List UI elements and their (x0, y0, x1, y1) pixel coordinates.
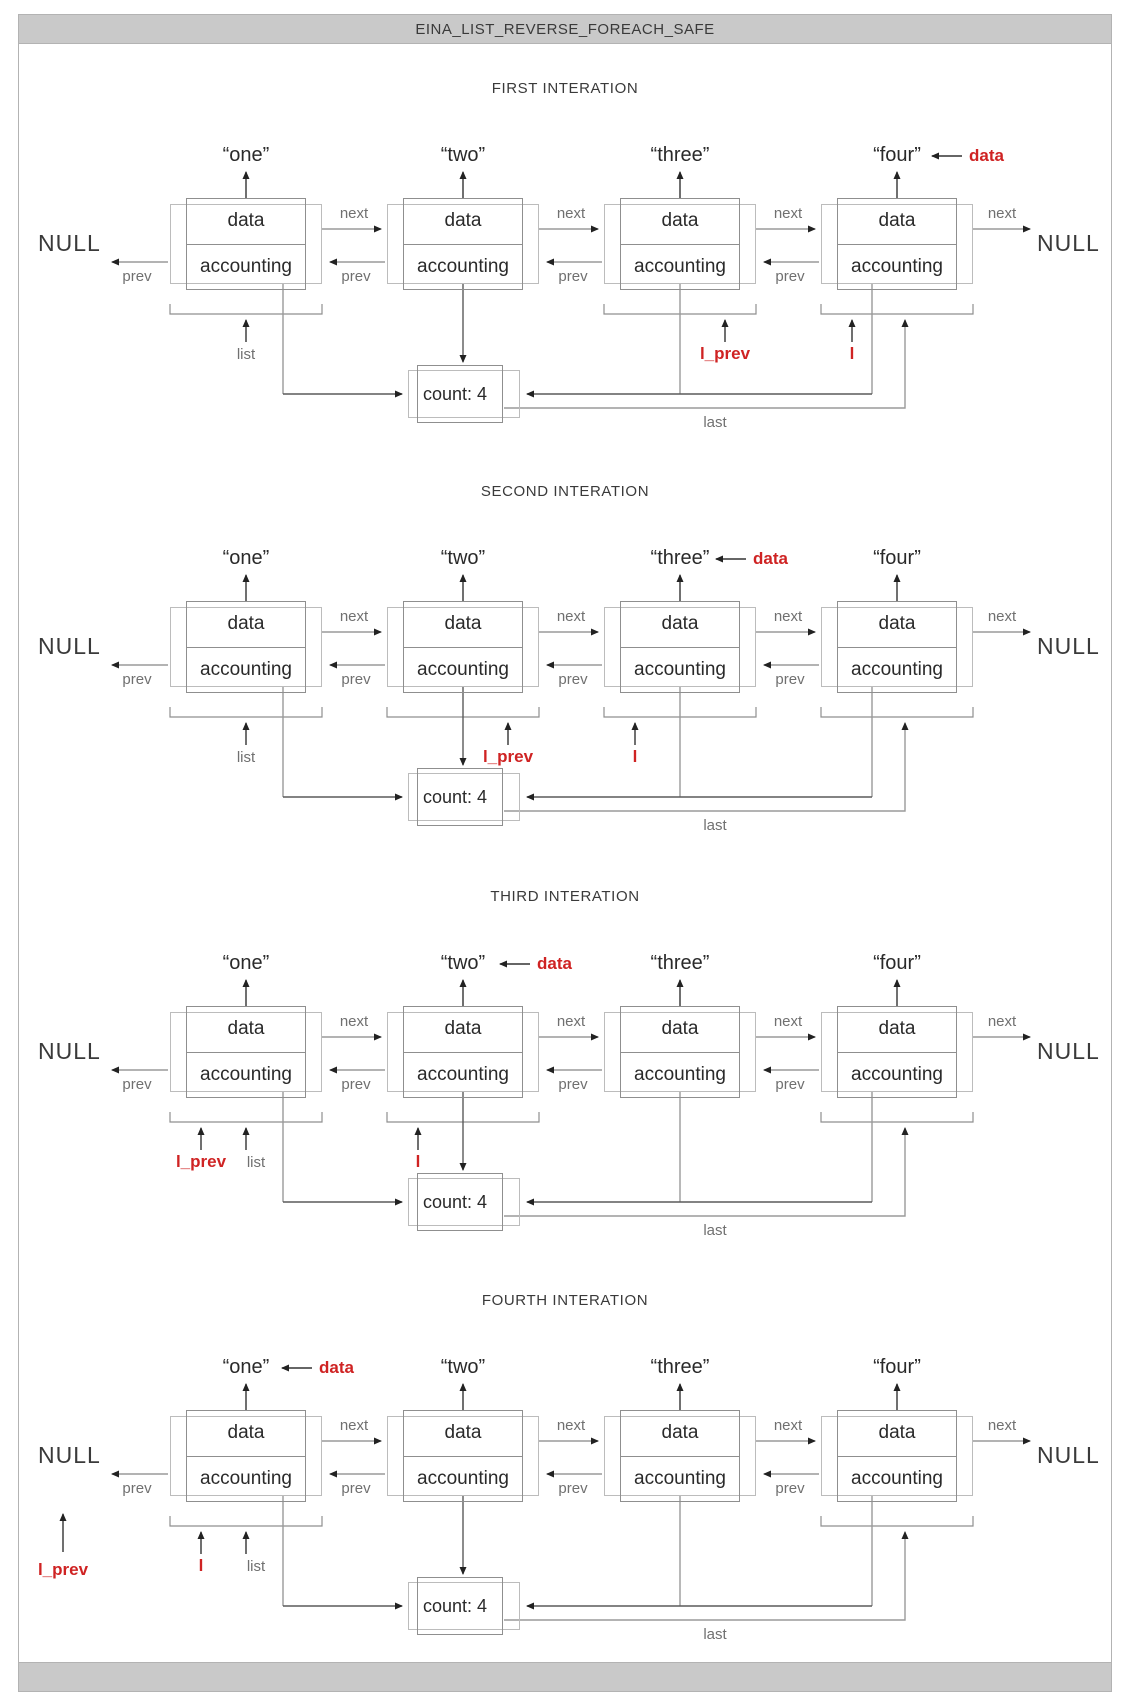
data-pointer-label: data (969, 146, 1004, 165)
string-three: “three” (650, 144, 710, 166)
node-accounting-field: accounting (417, 658, 509, 680)
null-left: NULL (38, 1038, 101, 1064)
node-accounting-field: accounting (417, 1063, 509, 1085)
section-heading: SECOND INTERATION (480, 483, 650, 500)
node-inner-box (403, 1410, 523, 1502)
node-accounting-field: accounting (851, 1063, 943, 1085)
l-pointer-label: l (632, 747, 638, 766)
count-box (408, 773, 520, 821)
page-title: EINA_LIST_REVERSE_FOREACH_SAFE (415, 20, 715, 38)
node-four (821, 1012, 973, 1092)
next-label: next (773, 1013, 803, 1030)
node-data-field: data (621, 199, 739, 245)
next-label: next (556, 608, 586, 625)
node-inner-box (186, 601, 306, 693)
prev-label: prev (775, 1480, 805, 1497)
next-label: next (556, 1417, 586, 1434)
node-data-field: data (404, 199, 522, 245)
next-label: next (339, 608, 369, 625)
section-heading: FIRST INTERATION (491, 80, 639, 97)
next-label: next (556, 1013, 586, 1030)
prev-label: prev (558, 1076, 588, 1093)
prev-label: prev (341, 268, 371, 285)
node-two (387, 204, 539, 284)
string-four: “four” (873, 1356, 921, 1378)
node-one (170, 1012, 322, 1092)
node-one (170, 1416, 322, 1496)
node-data-field: data (621, 1411, 739, 1457)
next-label: next (987, 1013, 1017, 1030)
node-data-field: data (838, 1007, 956, 1053)
l-prev-pointer-label: l_prev (482, 747, 534, 766)
string-two: “two” (440, 547, 486, 569)
string-two: “two” (440, 1356, 486, 1378)
prev-label: prev (558, 671, 588, 688)
node-accounting-field: accounting (851, 1467, 943, 1489)
list-pointer-label: list (236, 346, 256, 363)
next-label: next (773, 205, 803, 222)
node-inner-box (620, 1006, 740, 1098)
string-two: “two” (440, 952, 486, 974)
node-two (387, 1012, 539, 1092)
node-accounting-field: accounting (417, 255, 509, 277)
node-data-field: data (404, 1007, 522, 1053)
node-data-field: data (187, 1007, 305, 1053)
prev-label: prev (122, 1076, 152, 1093)
data-pointer-label: data (753, 549, 788, 568)
section-second-iteration (0, 453, 1130, 893)
prev-label: prev (558, 268, 588, 285)
string-three: “three” (650, 1356, 710, 1378)
next-label: next (987, 608, 1017, 625)
count-value: count: 4 (422, 786, 488, 807)
node-inner-box (403, 1006, 523, 1098)
node-inner-box (620, 601, 740, 693)
next-label: next (556, 205, 586, 222)
prev-label: prev (558, 1480, 588, 1497)
last-pointer-label: last (703, 817, 727, 834)
node-inner-box (620, 198, 740, 290)
l-prev-pointer-label: l_prev (175, 1152, 227, 1171)
node-accounting-field: accounting (200, 1063, 292, 1085)
node-inner-box (620, 1410, 740, 1502)
node-inner-box (403, 601, 523, 693)
node-inner-box (186, 198, 306, 290)
null-right: NULL (1037, 1038, 1100, 1064)
string-four: “four” (873, 144, 921, 166)
prev-label: prev (775, 1076, 805, 1093)
string-three: “three” (650, 547, 710, 569)
node-data-field: data (838, 199, 956, 245)
string-four: “four” (873, 952, 921, 974)
section-heading: THIRD INTERATION (490, 888, 640, 905)
node-accounting-field: accounting (417, 1467, 509, 1489)
node-inner-box (403, 198, 523, 290)
count-box (408, 1178, 520, 1226)
null-left: NULL (38, 1442, 101, 1468)
node-one (170, 204, 322, 284)
string-one: “one” (222, 1356, 270, 1378)
next-label: next (773, 608, 803, 625)
node-accounting-field: accounting (851, 255, 943, 277)
string-one: “one” (222, 144, 270, 166)
node-accounting-field: accounting (634, 658, 726, 680)
last-pointer-label: last (703, 1626, 727, 1643)
prev-label: prev (122, 268, 152, 285)
node-three (604, 204, 756, 284)
string-one: “one” (222, 547, 270, 569)
list-pointer-label: list (246, 1154, 266, 1171)
node-three (604, 1012, 756, 1092)
node-accounting-field: accounting (851, 658, 943, 680)
node-data-field: data (621, 602, 739, 648)
section-heading: FOURTH INTERATION (481, 1292, 649, 1309)
prev-label: prev (775, 671, 805, 688)
section-first-iteration (0, 50, 1130, 490)
node-data-field: data (187, 602, 305, 648)
data-pointer-label: data (319, 1358, 354, 1377)
string-three: “three” (650, 952, 710, 974)
node-accounting-field: accounting (200, 658, 292, 680)
prev-label: prev (122, 1480, 152, 1497)
node-data-field: data (404, 1411, 522, 1457)
node-accounting-field: accounting (634, 1063, 726, 1085)
node-data-field: data (838, 602, 956, 648)
node-one (170, 607, 322, 687)
title-bar (18, 14, 1112, 44)
l-prev-pointer-label: l_prev (37, 1560, 89, 1579)
node-inner-box (837, 198, 957, 290)
node-data-field: data (187, 199, 305, 245)
node-accounting-field: accounting (200, 1467, 292, 1489)
node-data-field: data (621, 1007, 739, 1053)
list-pointer-label: list (236, 749, 256, 766)
l-pointer-label: l (415, 1152, 421, 1171)
count-value: count: 4 (422, 1595, 488, 1616)
node-three (604, 607, 756, 687)
l-prev-pointer-label: l_prev (699, 344, 751, 363)
null-right: NULL (1037, 1442, 1100, 1468)
next-label: next (339, 205, 369, 222)
prev-label: prev (775, 268, 805, 285)
count-box (408, 370, 520, 418)
node-accounting-field: accounting (634, 255, 726, 277)
node-data-field: data (187, 1411, 305, 1457)
node-four (821, 1416, 973, 1496)
string-two: “two” (440, 144, 486, 166)
prev-label: prev (341, 1480, 371, 1497)
node-two (387, 1416, 539, 1496)
node-three (604, 1416, 756, 1496)
null-left: NULL (38, 230, 101, 256)
count-value: count: 4 (422, 1191, 488, 1212)
node-inner-box (837, 1006, 957, 1098)
node-accounting-field: accounting (634, 1467, 726, 1489)
l-pointer-label: l (198, 1556, 204, 1575)
node-data-field: data (404, 602, 522, 648)
last-pointer-label: last (703, 1222, 727, 1239)
prev-label: prev (341, 671, 371, 688)
last-pointer-label: last (703, 414, 727, 431)
node-four (821, 607, 973, 687)
string-four: “four” (873, 547, 921, 569)
node-accounting-field: accounting (200, 255, 292, 277)
null-right: NULL (1037, 230, 1100, 256)
node-inner-box (837, 601, 957, 693)
null-right: NULL (1037, 633, 1100, 659)
next-label: next (339, 1013, 369, 1030)
node-inner-box (186, 1410, 306, 1502)
node-two (387, 607, 539, 687)
section-fourth-iteration (0, 1262, 1130, 1702)
next-label: next (987, 1417, 1017, 1434)
node-inner-box (837, 1410, 957, 1502)
next-label: next (773, 1417, 803, 1434)
node-inner-box (186, 1006, 306, 1098)
count-box (408, 1582, 520, 1630)
next-label: next (987, 205, 1017, 222)
l-pointer-label: l (849, 344, 855, 363)
prev-label: prev (341, 1076, 371, 1093)
bottom-bar (18, 1662, 1112, 1692)
node-data-field: data (838, 1411, 956, 1457)
prev-label: prev (122, 671, 152, 688)
node-four (821, 204, 973, 284)
list-pointer-label: list (246, 1558, 266, 1575)
data-pointer-label: data (537, 954, 572, 973)
section-third-iteration (0, 858, 1130, 1298)
string-one: “one” (222, 952, 270, 974)
null-left: NULL (38, 633, 101, 659)
count-value: count: 4 (422, 383, 488, 404)
next-label: next (339, 1417, 369, 1434)
